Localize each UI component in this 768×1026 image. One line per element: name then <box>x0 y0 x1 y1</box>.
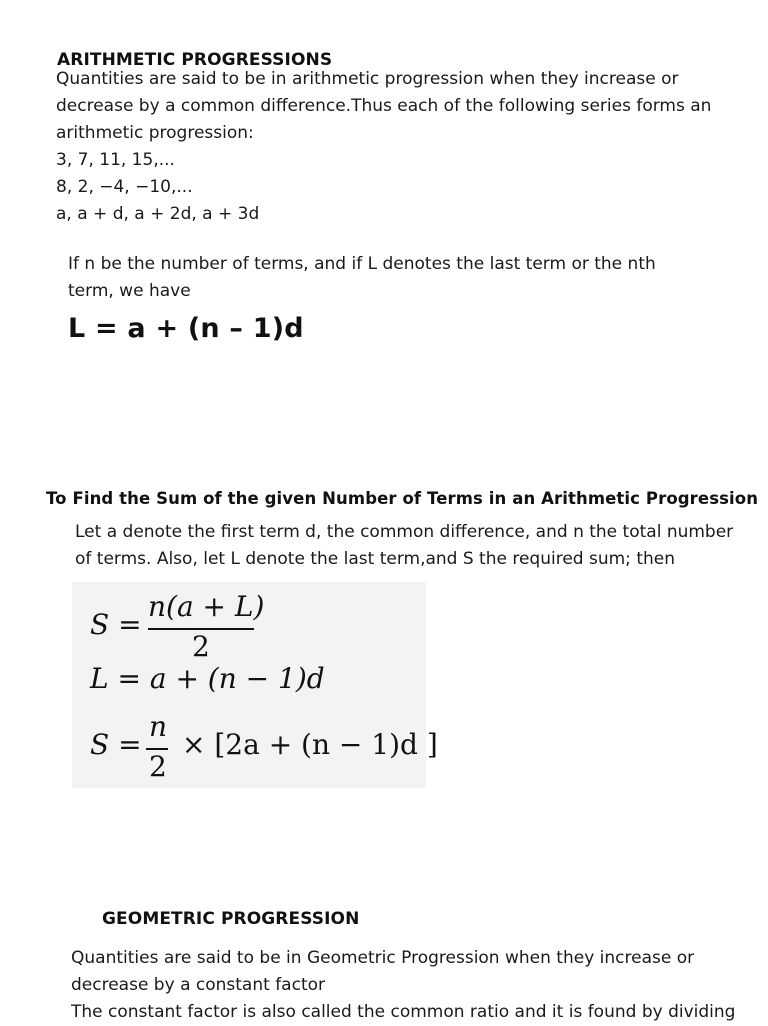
formula-3-numerator: n <box>149 710 168 743</box>
geometric-intro <box>71 945 735 1026</box>
text-line: The constant factor is also called the common ratio and it is found by dividing <box>71 1002 736 1022</box>
text-line: arithmetic progression: <box>56 123 254 143</box>
text-line: of terms. Also, let L denote the last term,and S the required sum; then <box>75 549 675 569</box>
series-example-3: a, a + d, a + 2d, a + 3d <box>56 204 260 224</box>
nth-term-text <box>68 251 656 305</box>
sum-intro <box>75 519 733 573</box>
arithmetic-intro <box>56 66 711 228</box>
text-line: decrease by a constant factor <box>71 975 325 995</box>
text-line: decrease by a common difference.Thus each of the following series forms an <box>56 96 712 116</box>
sum-heading: To Find the Sum of the given Number of Terms in an Arithmetic Progression <box>46 489 759 508</box>
nth-term-formula: L = a + (n – 1)d <box>68 313 304 344</box>
text-line: Let a denote the first term d, the common difference, and n the total number <box>75 522 734 542</box>
formula-1-numerator: n(a + L) <box>148 590 265 623</box>
text-line: Quantities are said to be in arithmetic progression when they increase or <box>56 69 679 89</box>
series-example-1: 3, 7, 11, 15,... <box>56 150 175 170</box>
formula-box <box>72 582 438 788</box>
text-line: Quantities are said to be in Geometric Progression when they increase or <box>71 948 695 968</box>
geometric-heading: GEOMETRIC PROGRESSION <box>102 909 360 929</box>
formula-3-rhs: × [2a + (n − 1)d ] <box>182 728 438 761</box>
text-line: term, we have <box>68 281 191 301</box>
arithmetic-heading: ARITHMETIC PROGRESSIONS <box>57 50 333 70</box>
formula-1-denominator: 2 <box>192 630 210 663</box>
formula-2: L = a + (n − 1)d <box>90 662 325 695</box>
formula-3-denominator: 2 <box>149 750 167 783</box>
formula-1-lhs: S = <box>90 608 142 641</box>
text-line: If n be the number of terms, and if L denotes the last term or the nth <box>68 254 656 274</box>
series-example-2: 8, 2, −4, −10,... <box>56 177 193 197</box>
formula-3-lhs: S = <box>90 728 142 761</box>
